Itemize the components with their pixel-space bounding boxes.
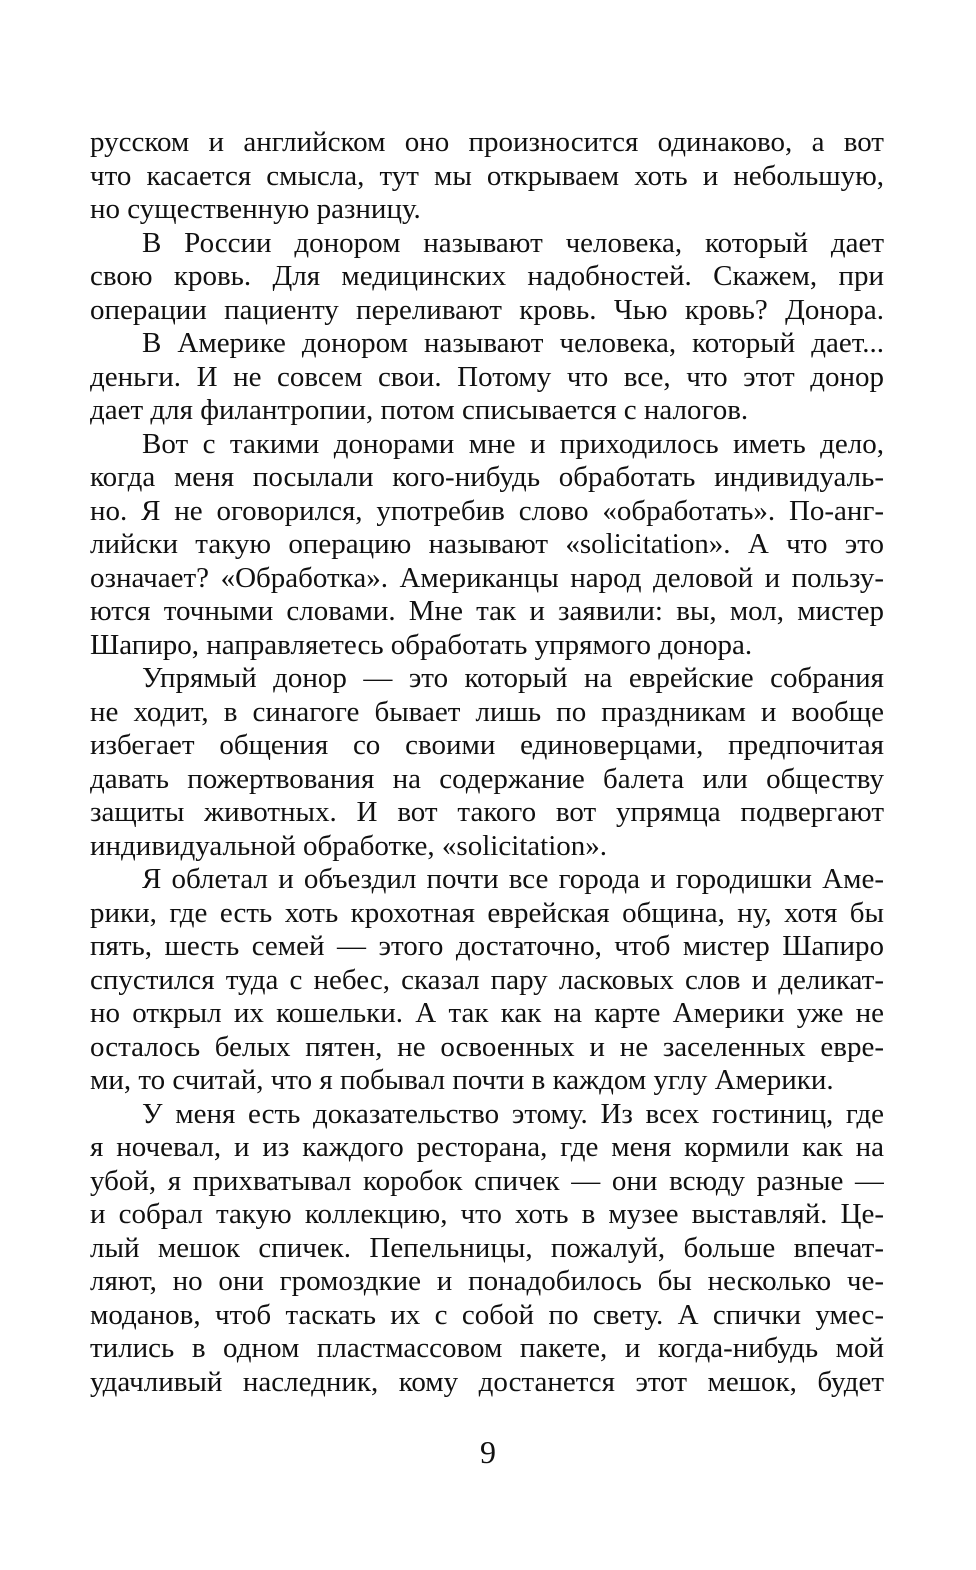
text-line: ми, то считай, что я побывал почти в каждом углу Америки. bbox=[90, 1064, 834, 1096]
paragraph bbox=[90, 863, 884, 1098]
text-line: русском и английском оно произносится одинаково, а вот bbox=[90, 126, 884, 158]
text-line: но существенную разницу. bbox=[90, 193, 421, 225]
text-line: деньги. И не совсем свои. Потому что все, что этот донор bbox=[90, 360, 884, 393]
text-line: когда меня посылали кого-нибудь обработать индивидуаль- bbox=[90, 461, 884, 493]
text-line: В России донором называют человека, который дает bbox=[142, 226, 884, 259]
text-line: но. Я не оговорился, употребив слово «обработать». По-анг- bbox=[90, 494, 884, 527]
paragraph bbox=[90, 227, 884, 328]
paragraph bbox=[90, 327, 884, 428]
text-line: я ночевал, и из каждого ресторана, где меня кормили как на bbox=[90, 1131, 884, 1163]
text-line: избегает общения со своими единоверцами, предпочитая bbox=[90, 729, 884, 761]
text-line: У меня есть доказательство этому. Из всех гостиниц, где bbox=[142, 1097, 884, 1130]
paragraph bbox=[90, 662, 884, 863]
text-line: пять, шесть семей — этого достаточно, чтоб мистер Шапиро bbox=[90, 930, 884, 962]
text-line: рики, где есть хоть крохотная еврейская община, ну, хотя бы bbox=[90, 896, 884, 929]
text-line: означает? «Обработка». Американцы народ деловой и пользу- bbox=[90, 561, 884, 594]
text-line: спустился туда с небес, сказал пару ласковых слов и деликат- bbox=[90, 963, 884, 996]
text-line: давать пожертвования на содержание балета или обществу bbox=[90, 762, 884, 795]
text-line: В Америке донором называют человека, который дает... bbox=[142, 327, 884, 359]
text-line: осталось белых пятен, не освоенных и не заселенных евре- bbox=[90, 1030, 884, 1063]
text-line: Я облетал и объездил почти все города и городишки Аме- bbox=[142, 863, 884, 895]
text-line: тились в одном пластмассовом пакете, и когда-нибудь мой bbox=[90, 1332, 884, 1364]
text-line: лый мешок спичек. Пепельницы, пожалуй, больше впечат- bbox=[90, 1231, 884, 1264]
text-line: и собрал такую коллекцию, что хоть в музее выставляй. Це- bbox=[90, 1198, 884, 1230]
text-line: лийски такую операцию называют «solicitation». А что это bbox=[90, 528, 884, 560]
text-line: убой, я прихватывал коробок спичек — они всюду разные — bbox=[90, 1164, 884, 1197]
text-line: моданов, чтоб таскать их с собой по свету. А спички умес- bbox=[90, 1298, 884, 1331]
paragraph bbox=[90, 428, 884, 663]
text-line: но открыл их кошельки. А так как на карте Америки уже не bbox=[90, 997, 884, 1029]
text-line: защиты животных. И вот такого вот упрямца подвергают bbox=[90, 796, 884, 828]
text-line: Шапиро, направляетесь обработать упрямого донора. bbox=[90, 628, 753, 661]
text-line: Упрямый донор — это который на еврейские собрания bbox=[142, 662, 884, 694]
page-body bbox=[90, 126, 884, 1399]
text-line: операции пациенту переливают кровь. Чью кровь? Донора. bbox=[90, 293, 884, 326]
paragraph bbox=[90, 1098, 884, 1400]
paragraph bbox=[90, 126, 884, 227]
text-line: Вот с такими донорами мне и приходилось иметь дело, bbox=[142, 427, 884, 460]
text-line: свою кровь. Для медицинских надобностей. Скажем, при bbox=[90, 260, 884, 292]
text-line: удачливый наследник, кому достанется этот мешок, будет bbox=[90, 1365, 884, 1398]
text-line: дает для филантропии, потом списывается с налогов. bbox=[90, 394, 749, 426]
text-line: что касается смысла, тут мы открываем хоть и небольшую, bbox=[90, 159, 884, 192]
text-line: индивидуальной обработке, «solicitation». bbox=[90, 829, 608, 862]
text-line: ляют, но они громоздкие и понадобилось бы несколько че- bbox=[90, 1265, 884, 1297]
page-number: 9 bbox=[480, 1434, 496, 1470]
text-line: не ходит, в синагоге бывает лишь по праздникам и вообще bbox=[90, 695, 884, 728]
text-line: ются точными словами. Мне так и заявили: вы, мол, мистер bbox=[90, 595, 884, 627]
